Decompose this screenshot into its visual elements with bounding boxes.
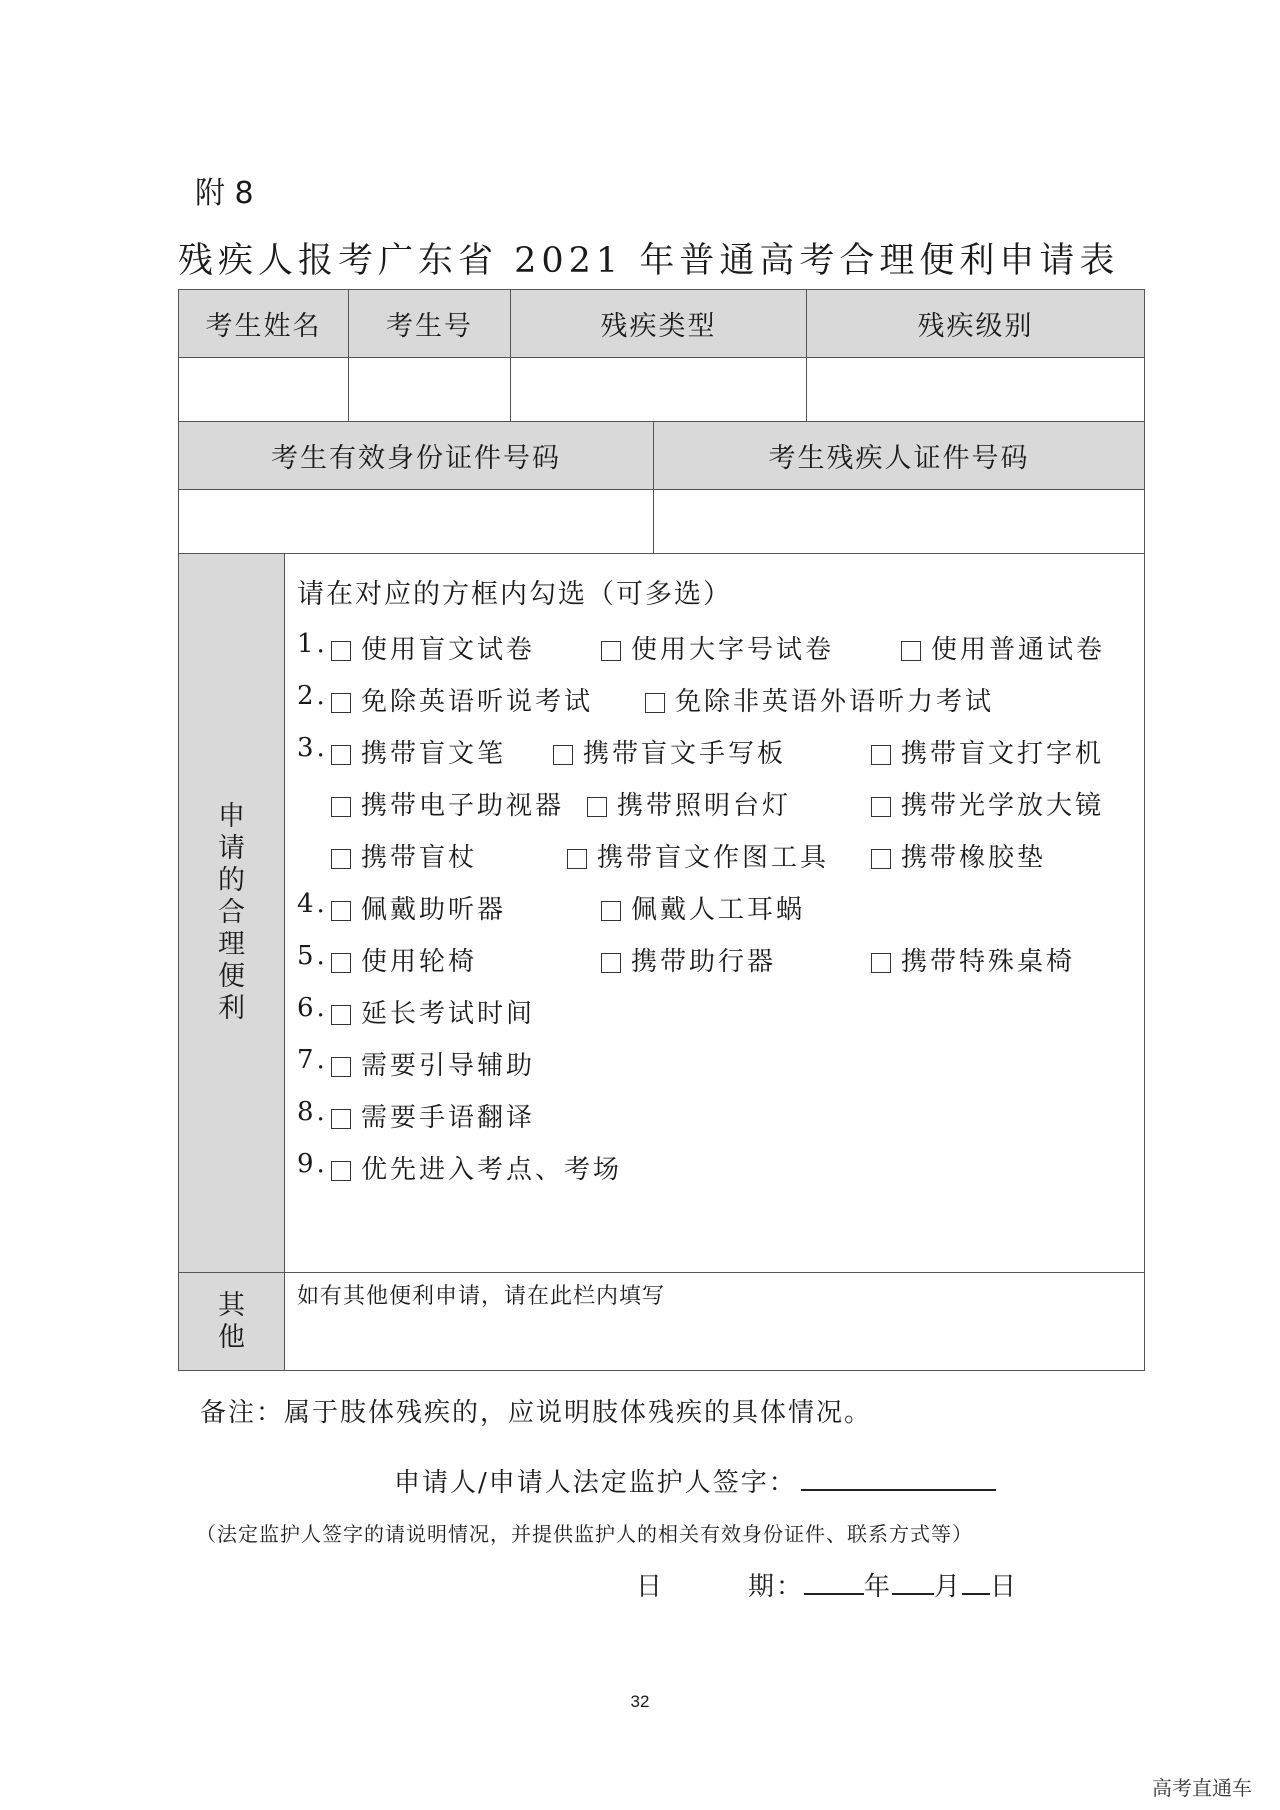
instruction: 请在对应的方框内勾选（可多选） [297,579,732,610]
checkbox-icon[interactable] [331,1057,351,1077]
other-side-label [179,1273,285,1371]
watermark: 高考直通车 [1152,1776,1252,1800]
checkbox-icon[interactable] [601,901,621,921]
item-number-6: 6. [297,993,328,1023]
option-row-6 [297,993,1144,1045]
checkbox-icon[interactable] [331,693,351,713]
checkbox-icon[interactable] [331,901,351,921]
option-sign-language[interactable]: 需要手语翻译 [331,1097,535,1134]
accommodation-side-text: 申请的合理便利 [218,801,245,1024]
header-disability-level: 残疾级别 [807,290,1145,358]
year-label: 年 [864,1572,893,1602]
option-row-3 [297,733,1144,785]
option-row-3b [297,785,1144,837]
option-braille-typewriter[interactable]: 携带盲文打字机 [871,733,1104,770]
checkbox-icon[interactable] [587,797,607,817]
header-exam-no: 考生号 [349,290,511,358]
checkbox-icon[interactable] [331,849,351,869]
signature-line [394,1462,996,1499]
signature-label: 申请人/申请人法定监护人签字： [394,1468,797,1498]
form-title: 残疾人报考广东省 2021 年普通高考合理便利申请表 [178,241,1120,281]
option-large-print-paper[interactable]: 使用大字号试卷 [601,629,834,666]
checkbox-icon[interactable] [567,849,587,869]
option-priority-entry[interactable]: 优先进入考点、考场 [331,1149,622,1186]
checkbox-icon[interactable] [645,693,665,713]
page-number: 32 [630,1692,650,1711]
header-disability-cert: 考生残疾人证件号码 [654,422,1145,490]
id-number-field[interactable] [179,490,654,554]
checkbox-icon[interactable] [331,1109,351,1129]
option-special-desk-chair[interactable]: 携带特殊桌椅 [871,941,1075,978]
checkbox-icon[interactable] [871,797,891,817]
date-label: 日 期： [636,1572,805,1602]
option-rubber-mat[interactable]: 携带橡胶垫 [871,837,1046,874]
option-row-9 [297,1149,1144,1201]
option-wheelchair[interactable]: 使用轮椅 [331,941,477,978]
application-form-table [178,289,1145,1371]
checkbox-icon[interactable] [331,641,351,661]
option-braille-drawing-tools[interactable]: 携带盲文作图工具 [567,837,829,874]
option-braille-paper[interactable]: 使用盲文试卷 [331,629,535,666]
option-row-2 [297,681,1144,733]
checkbox-icon[interactable] [871,849,891,869]
other-field[interactable] [285,1273,1145,1371]
day-field[interactable] [962,1573,990,1595]
option-row-1 [297,629,1144,681]
item-number-8: 8. [297,1097,328,1127]
option-braille-slate[interactable]: 携带盲文手写板 [553,733,786,770]
option-desk-lamp[interactable]: 携带照明台灯 [587,785,791,822]
item-number-4: 4. [297,889,328,919]
option-white-cane[interactable]: 携带盲杖 [331,837,477,874]
other-note: 如有其他便利申请，请在此栏内填写 [297,1284,666,1309]
item-number-3: 3. [297,733,328,763]
item-number-1: 1. [297,629,328,659]
accommodation-options [285,554,1145,1273]
option-row-5 [297,941,1144,993]
checkbox-icon[interactable] [871,745,891,765]
option-braille-pen[interactable]: 携带盲文笔 [331,733,506,770]
checkbox-icon[interactable] [871,953,891,973]
signature-hint: （法定监护人签字的请说明情况，并提供监护人的相关有效身份证件、联系方式等） [196,1522,973,1546]
checkbox-icon[interactable] [331,1161,351,1181]
other-side-text: 其他 [218,1289,245,1353]
checkbox-icon[interactable] [901,641,921,661]
checkbox-icon[interactable] [331,953,351,973]
annex-label: 附 8 [195,176,254,211]
item-number-9: 9. [297,1149,328,1179]
option-guided-assistance[interactable]: 需要引导辅助 [331,1045,535,1082]
option-walker[interactable]: 携带助行器 [601,941,776,978]
disability-level-field[interactable] [807,358,1145,422]
signature-field[interactable] [801,1467,996,1491]
option-row-7 [297,1045,1144,1097]
disability-cert-field[interactable] [654,490,1145,554]
item-number-5: 5. [297,941,328,971]
exam-no-field[interactable] [349,358,511,422]
option-normal-paper[interactable]: 使用普通试卷 [901,629,1105,666]
checkbox-icon[interactable] [331,1005,351,1025]
option-electronic-magnifier[interactable]: 携带电子助视器 [331,785,564,822]
checkbox-icon[interactable] [331,797,351,817]
disability-type-field[interactable] [511,358,807,422]
date-line [636,1566,1018,1603]
month-field[interactable] [892,1573,934,1595]
option-exempt-english-listening[interactable]: 免除英语听说考试 [331,681,593,718]
day-label: 日 [990,1572,1019,1602]
month-label: 月 [934,1572,963,1602]
option-exempt-other-language-listening[interactable]: 免除非英语外语听力考试 [645,681,994,718]
year-field[interactable] [804,1573,864,1595]
header-id-number: 考生有效身份证件号码 [179,422,654,490]
option-row-8 [297,1097,1144,1149]
option-extended-time[interactable]: 延长考试时间 [331,993,535,1030]
header-name: 考生姓名 [179,290,349,358]
header-disability-type: 残疾类型 [511,290,807,358]
checkbox-icon[interactable] [553,745,573,765]
remark: 备注：属于肢体残疾的，应说明肢体残疾的具体情况。 [200,1398,873,1428]
name-field[interactable] [179,358,349,422]
option-cochlear-implant[interactable]: 佩戴人工耳蜗 [601,889,805,926]
checkbox-icon[interactable] [601,641,621,661]
option-optical-magnifier[interactable]: 携带光学放大镜 [871,785,1104,822]
item-number-7: 7. [297,1045,328,1075]
option-row-4 [297,889,1144,941]
option-row-3c [297,837,1144,889]
option-hearing-aid[interactable]: 佩戴助听器 [331,889,506,926]
accommodation-side-label [179,554,285,1273]
checkbox-icon[interactable] [601,953,621,973]
checkbox-icon[interactable] [331,745,351,765]
item-number-2: 2. [297,681,328,711]
